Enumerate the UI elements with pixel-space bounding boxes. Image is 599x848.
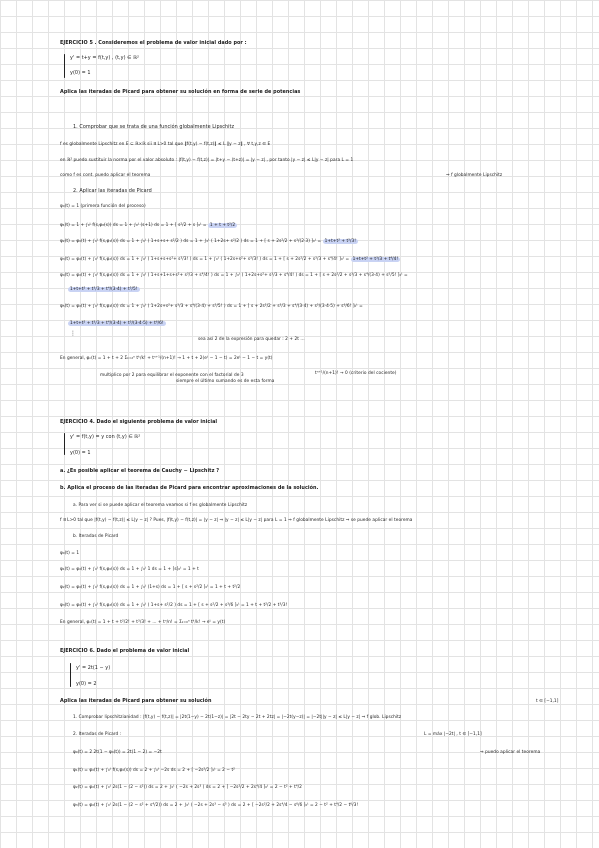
side-note: L = máx |−2t| , t ∈ [−1,1]: [424, 732, 482, 737]
equation: y' = t+y = f(t,y) , (t,y) ∈ ℝ²: [70, 55, 140, 61]
picard-iterate: φ₄(t) = φ₀(t) + ∫₀ᵗ f(s,φ₃(s)) ds = 1 + ∫₀ᵗ ( 1+s+1+s+s²+ s³/3 + s⁴/4! ) ds = 1 + ∫₀ᵗ ( 1+2s+s²+ s³/3 + s⁴/4! ) ds = 1 + [ s + 2s²/2 + s³/3 + s⁴/(3·4) + s⁵/5! ]₀ᵗ =: [60, 273, 408, 278]
system-brace: [64, 433, 65, 455]
exercise-5-title: EJERCICIO 5 . Consideremos el problema de valor inicial dado por :: [60, 40, 247, 46]
annotation: tⁿ⁺¹/(n+1)! → 0 (criterio del cociente): [315, 371, 397, 376]
text-line: como f es cont. puedo aplicar el teorema: [60, 173, 151, 178]
general-term: En general, φₙ(t) = 1 + t + t²/2! + t³/3! + ... + tⁿ/n! = Σₖ₌₀ⁿ tᵏ/k! → eᵗ = y(t): [60, 620, 226, 625]
highlighted-result: 1 + t + t²/2: [209, 223, 236, 228]
picard-iterate: φ₂(t) = φ₀(t) + ∫₀ᵗ f(s,φ₁(s)) ds = 1 + ∫₀ᵗ (1+s) ds = 1 + [ s + s²/2 ]₀ᵗ = 1 + t + t²/2: [60, 585, 241, 590]
interval-sketch: t ∈ [−1,1]: [536, 699, 559, 704]
equation: y' = f(t,y) = y con (t,y) ∈ ℝ²: [70, 434, 141, 440]
picard-iterate-result: [68, 320, 166, 327]
step-heading: 1. Comprobar que se trata de una función globalmente Lipschitz: [73, 124, 235, 130]
picard-iterate: [60, 222, 237, 229]
iterate-formula: φ₂(t) = φ₀(t) + ∫₀ᵗ f(s,φ₁(s)) ds = 1 + ∫₀ᵗ ( 1+s+s+ s²/2 ) ds = 1 + ∫₀ᵗ ( 1+2s+ s²/2 ) ds = 1 + [ s + 2s²/2 + s³/(2·3) ]₀ᵗ =: [60, 239, 322, 244]
picard-iterate-result: [68, 286, 140, 293]
task-statement: Aplica las iteradas de Picard para obtener su solución: [60, 698, 212, 704]
picard-iterate: φ₅(t) = φ₀(t) + ∫₀ᵗ f(s,φ₄(s)) ds = 1 + ∫₀ᵗ ( 1+2s+s²+ s³/3 + s⁴/(3·4) + s⁵/5! ) ds = 1 + [ s + 2s²/2 + s³/3 + s⁴/(3·4) + s⁵/(3·4·5) + s⁶/6! ]₀ᵗ =: [60, 304, 363, 309]
picard-iterate: φ₃(t) = φ₀(t) + ∫₀ᵗ f(s,φ₂(s)) ds = 1 + ∫₀ᵗ ( 1+s+ s²/2 ) ds = 1 + [ s + s²/2 + s³/6 ]₀ᵗ = 1 + t + t²/2 + t³/3!: [60, 603, 288, 608]
picard-iterate: [60, 256, 400, 263]
picard-iterate: φ₀(t) = 1: [60, 551, 80, 556]
side-note: sea así 2 de la expresión para quedar : 2 + 2t ...: [198, 337, 305, 342]
step-heading: 2. Aplicar las iteradas de Picard: [73, 188, 152, 194]
question-b: b. Aplica el proceso de las iteradas de Picard para encontrar aproximaciones de la solución.: [60, 485, 319, 491]
general-term: En general, φₙ(t) = 1 + t + 2 Σₖ₌₂ⁿ tᵏ/k! + tⁿ⁺¹/(n+1)! → 1 + t + 2(eᵗ − 1 − t) = 2eᵗ − 1 − t = y(t): [60, 356, 273, 361]
picard-iterate: φ₂(t) = φ₀(t) + ∫₀ᵗ 2s(1 − (2 − s²)) ds = 2 + ∫₀ᵗ ( −2s + 2s³ ) ds = 2 + [ −2s²/2 + 2s⁴/4 ]₀ᵗ = 2 − t² + t⁴/2: [73, 785, 302, 790]
answer-line: a. Para ver si se puede aplicar el teorema veamos si f es globalmente Lipschitz: [73, 503, 248, 508]
highlighted-result: 1+t+t² + t³/3!: [324, 239, 357, 244]
annotation: multiplico por 2 para equilibrar el exponente con el factorial de 3: [100, 373, 244, 378]
equation: y' = 2t(1 − y): [76, 665, 111, 671]
answer-line: b. Iteradas de Picard: [73, 534, 119, 539]
picard-iterate: φ₁(t) = φ₀(t) + ∫₀ᵗ f(s,φ₀(s)) ds = 2 + ∫₀ᵗ −2s ds = 2 + [ −2s²/2 ]₀ᵗ = 2 − t²: [73, 768, 235, 773]
text-line: en ℝ² puedo sustituir la norma por el valor absoluto : |f(t,y) − f(t,z)| = |t+y − (t+z)| = |y − z| , por tanto |y − z| ≤ L|y − z| para L = 1: [60, 158, 354, 163]
picard-iterate: φ₁(t) = φ₀(t) + ∫₀ᵗ f(s,φ₀(s)) ds = 1 + ∫₀ᵗ 1 ds = 1 + [s]₀ᵗ = 1 + t: [60, 567, 199, 572]
highlighted-result: 1+t+t² + t³/3 + t⁴/(3·4) + t⁵/(3·4·5) + t⁶/6!: [70, 321, 164, 326]
side-note: ⇒ puedo aplicar el teorema: [480, 750, 541, 755]
annotation: siempre el último sumando es de esta forma: [176, 379, 275, 384]
equation: y(0) = 2: [76, 681, 97, 687]
picard-iterate: φ₀(t) = 1 (primera función del proceso): [60, 204, 146, 209]
step-heading: 2. Iteradas de Picard :: [73, 732, 122, 737]
system-brace: [70, 663, 71, 687]
text-line: f es globalmente Lipschitz en E ⊆ ℝ×ℝ sii ∃ L>0 tal que ‖f(t,y) − f(t,z)‖ ≤ L ‖y − z‖ , ∀ t,y,z ∈ E: [60, 142, 271, 147]
equation: y(0) = 1: [70, 450, 91, 456]
picard-iterate: φ₀(t) = 2 2t(1 − φ₀(t)) = 2t(1 − 2) = −2t: [73, 750, 162, 755]
exercise-4-title: EJERCICIO 4. Dado el siguiente problema de valor inicial: [60, 419, 218, 425]
step-heading: 1. Comprobar lipschitzianidad : |f(t,y) − f(t,z)| = |2t(1−y) − 2t(1−z)| = |2t − 2ty − 2t + 2tz| = |−2t(y−z)| = |−2t||y − z| ≤ L|y − z| ⇒ f glob. Lipschitz: [73, 715, 402, 720]
picard-iterate: [60, 238, 358, 245]
highlighted-result: 1+t+t² + t³/3 + t⁴/(3·4) + t⁵/5!: [70, 287, 138, 292]
answer-line: f ∃ L>0 tal que |f(t,y) − f(t,z)| ≤ L|y − z| ? Pues, |f(t,y) − f(t,z)| = |y − z| ⇒ |y − z| ≤ L|y − z| para L = 1 ⇒ f globalmente Lipschitz ⇒ se puede aplicar el teorema: [60, 518, 413, 523]
picard-iterate: φ₃(t) = φ₀(t) + ∫₀ᵗ 2s(1 − (2 − s² + s⁴/2)) ds = 2 + ∫₀ᵗ ( −2s + 2s³ − s⁵ ) ds = 2 + [ −2s²/2 + 2s⁴/4 − s⁶/6 ]₀ᵗ = 2 − t² + t⁴/2 − t⁶/3!: [73, 803, 359, 808]
system-brace: [64, 54, 65, 78]
question-a: a. ¿Es posible aplicar el teorema de Cauchy − Lipschitz ?: [60, 468, 220, 474]
iterate-formula: φ₁(t) = 1 + ∫₀ᵗ f(s,φ₀(s)) ds = 1 + ∫₀ᵗ (s+1) ds = 1 + [ s²/2 + s ]₀ᵗ =: [60, 223, 207, 228]
text-line: ⇒ f globalmente Lipschitz: [446, 173, 503, 178]
task-statement: Aplica las iteradas de Picard para obtener su solución en forma de serie de potencias: [60, 89, 301, 95]
equation: y(0) = 1: [70, 70, 91, 76]
exercise-6-title: EJERCICIO 6. Dado el problema de valor inicial: [60, 648, 190, 654]
iterate-formula: φ₃(t) = φ₀(t) + ∫₀ᵗ f(s,φ₂(s)) ds = 1 + ∫₀ᵗ ( 1+s+s+s²+ s³/3! ) ds = 1 + ∫₀ᵗ ( 1+2s+s²+ s³/3! ) ds = 1 + [ s + 2s²/2 + s³/3 + s⁴/4! ]₀ᵗ =: [60, 257, 350, 262]
ellipsis: ⋮: [70, 330, 76, 337]
highlighted-result: 1+t+t² + t³/3 + t⁴/4!: [352, 257, 399, 262]
